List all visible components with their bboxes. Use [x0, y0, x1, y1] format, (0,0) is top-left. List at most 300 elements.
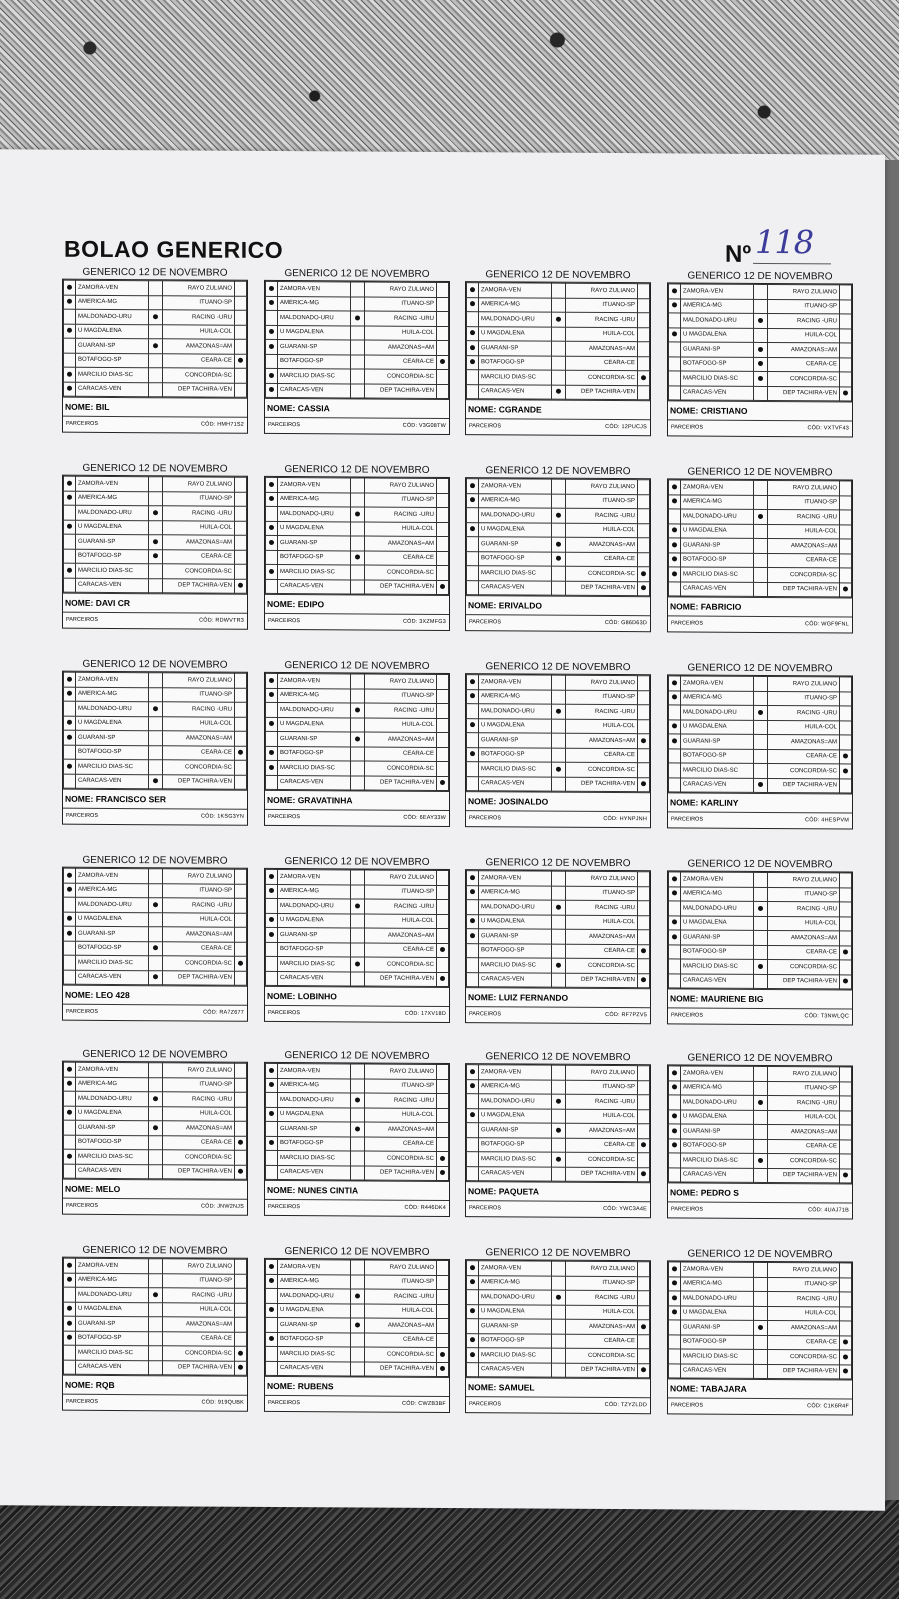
- away-pick-cell[interactable]: [638, 298, 650, 313]
- away-pick-cell[interactable]: [235, 506, 247, 521]
- home-pick-cell[interactable]: [467, 551, 479, 566]
- home-pick-cell[interactable]: [669, 327, 681, 342]
- home-pick-cell[interactable]: [467, 972, 479, 987]
- away-pick-cell[interactable]: [840, 764, 852, 779]
- away-pick-cell[interactable]: [437, 1362, 449, 1377]
- draw-pick-cell[interactable]: [351, 536, 365, 551]
- draw-pick-cell[interactable]: [149, 1150, 163, 1165]
- away-pick-cell[interactable]: [235, 354, 247, 369]
- away-pick-cell[interactable]: [638, 1095, 650, 1110]
- home-pick-cell[interactable]: [467, 566, 479, 581]
- draw-pick-cell[interactable]: [351, 942, 365, 957]
- home-pick-cell[interactable]: [64, 926, 76, 941]
- draw-pick-cell[interactable]: [149, 883, 163, 898]
- home-pick-cell[interactable]: [266, 927, 278, 942]
- draw-pick-cell[interactable]: [754, 480, 768, 495]
- away-pick-cell[interactable]: [235, 927, 247, 942]
- home-pick-cell[interactable]: [64, 549, 76, 564]
- away-pick-cell[interactable]: [235, 956, 247, 971]
- draw-pick-cell[interactable]: [754, 901, 768, 916]
- home-pick-cell[interactable]: [64, 338, 76, 353]
- home-pick-cell[interactable]: [266, 760, 278, 775]
- draw-pick-cell[interactable]: [754, 763, 768, 778]
- draw-pick-cell[interactable]: [149, 295, 163, 310]
- home-pick-cell[interactable]: [266, 702, 278, 717]
- home-pick-cell[interactable]: [669, 1320, 681, 1335]
- draw-pick-cell[interactable]: [552, 1123, 566, 1138]
- away-pick-cell[interactable]: [437, 1304, 449, 1319]
- away-pick-cell[interactable]: [235, 717, 247, 732]
- away-pick-cell[interactable]: [840, 524, 852, 539]
- draw-pick-cell[interactable]: [754, 749, 768, 764]
- away-pick-cell[interactable]: [638, 1080, 650, 1095]
- away-pick-cell[interactable]: [437, 1260, 449, 1275]
- home-pick-cell[interactable]: [467, 718, 479, 733]
- draw-pick-cell[interactable]: [552, 1363, 566, 1378]
- away-pick-cell[interactable]: [437, 1166, 449, 1181]
- draw-pick-cell[interactable]: [149, 716, 163, 731]
- away-pick-cell[interactable]: [437, 493, 449, 508]
- away-pick-cell[interactable]: [840, 778, 852, 793]
- away-pick-cell[interactable]: [638, 1349, 650, 1364]
- home-pick-cell[interactable]: [467, 1094, 479, 1109]
- draw-pick-cell[interactable]: [149, 1288, 163, 1303]
- home-pick-cell[interactable]: [64, 1062, 76, 1077]
- draw-pick-cell[interactable]: [149, 1121, 163, 1136]
- away-pick-cell[interactable]: [840, 735, 852, 750]
- away-pick-cell[interactable]: [638, 371, 650, 386]
- home-pick-cell[interactable]: [467, 885, 479, 900]
- draw-pick-cell[interactable]: [754, 1153, 768, 1168]
- away-pick-cell[interactable]: [840, 1292, 852, 1307]
- draw-pick-cell[interactable]: [754, 1364, 768, 1379]
- away-pick-cell[interactable]: [437, 1079, 449, 1094]
- home-pick-cell[interactable]: [64, 491, 76, 506]
- home-pick-cell[interactable]: [669, 356, 681, 371]
- draw-pick-cell[interactable]: [754, 495, 768, 510]
- home-pick-cell[interactable]: [467, 297, 479, 312]
- draw-pick-cell[interactable]: [149, 687, 163, 702]
- draw-pick-cell[interactable]: [754, 1291, 768, 1306]
- draw-pick-cell[interactable]: [351, 1347, 365, 1362]
- home-pick-cell[interactable]: [669, 480, 681, 495]
- home-pick-cell[interactable]: [266, 550, 278, 565]
- draw-pick-cell[interactable]: [149, 1135, 163, 1150]
- home-pick-cell[interactable]: [669, 959, 681, 974]
- away-pick-cell[interactable]: [638, 1320, 650, 1335]
- draw-pick-cell[interactable]: [149, 506, 163, 521]
- away-pick-cell[interactable]: [437, 674, 449, 689]
- home-pick-cell[interactable]: [64, 868, 76, 883]
- draw-pick-cell[interactable]: [149, 382, 163, 397]
- away-pick-cell[interactable]: [235, 1063, 247, 1078]
- away-pick-cell[interactable]: [638, 538, 650, 553]
- home-pick-cell[interactable]: [64, 955, 76, 970]
- away-pick-cell[interactable]: [840, 372, 852, 387]
- away-pick-cell[interactable]: [235, 1121, 247, 1136]
- away-pick-cell[interactable]: [235, 1259, 247, 1274]
- home-pick-cell[interactable]: [266, 492, 278, 507]
- away-pick-cell[interactable]: [638, 1262, 650, 1277]
- home-pick-cell[interactable]: [669, 1138, 681, 1153]
- draw-pick-cell[interactable]: [552, 1290, 566, 1305]
- home-pick-cell[interactable]: [266, 898, 278, 913]
- home-pick-cell[interactable]: [467, 537, 479, 552]
- draw-pick-cell[interactable]: [149, 927, 163, 942]
- home-pick-cell[interactable]: [266, 354, 278, 369]
- home-pick-cell[interactable]: [64, 1302, 76, 1317]
- away-pick-cell[interactable]: [638, 284, 650, 299]
- home-pick-cell[interactable]: [266, 1317, 278, 1332]
- home-pick-cell[interactable]: [467, 312, 479, 327]
- home-pick-cell[interactable]: [266, 746, 278, 761]
- home-pick-cell[interactable]: [467, 1137, 479, 1152]
- draw-pick-cell[interactable]: [351, 282, 365, 297]
- away-pick-cell[interactable]: [235, 339, 247, 354]
- home-pick-cell[interactable]: [64, 1077, 76, 1092]
- away-pick-cell[interactable]: [437, 689, 449, 704]
- draw-pick-cell[interactable]: [552, 523, 566, 538]
- home-pick-cell[interactable]: [669, 581, 681, 596]
- draw-pick-cell[interactable]: [149, 970, 163, 985]
- home-pick-cell[interactable]: [266, 1259, 278, 1274]
- home-pick-cell[interactable]: [467, 580, 479, 595]
- home-pick-cell[interactable]: [266, 1361, 278, 1376]
- draw-pick-cell[interactable]: [552, 508, 566, 523]
- draw-pick-cell[interactable]: [351, 1303, 365, 1318]
- home-pick-cell[interactable]: [669, 567, 681, 582]
- home-pick-cell[interactable]: [467, 733, 479, 748]
- draw-pick-cell[interactable]: [351, 1332, 365, 1347]
- home-pick-cell[interactable]: [64, 1331, 76, 1346]
- home-pick-cell[interactable]: [64, 505, 76, 520]
- home-pick-cell[interactable]: [266, 1150, 278, 1165]
- home-pick-cell[interactable]: [266, 339, 278, 354]
- home-pick-cell[interactable]: [64, 774, 76, 789]
- draw-pick-cell[interactable]: [149, 339, 163, 354]
- draw-pick-cell[interactable]: [754, 959, 768, 974]
- away-pick-cell[interactable]: [840, 386, 852, 401]
- home-pick-cell[interactable]: [669, 872, 681, 887]
- draw-pick-cell[interactable]: [149, 898, 163, 913]
- draw-pick-cell[interactable]: [552, 356, 566, 371]
- draw-pick-cell[interactable]: [552, 733, 566, 748]
- draw-pick-cell[interactable]: [754, 720, 768, 735]
- away-pick-cell[interactable]: [840, 285, 852, 300]
- home-pick-cell[interactable]: [467, 1304, 479, 1319]
- home-pick-cell[interactable]: [64, 912, 76, 927]
- away-pick-cell[interactable]: [437, 870, 449, 885]
- draw-pick-cell[interactable]: [552, 494, 566, 509]
- away-pick-cell[interactable]: [235, 1107, 247, 1122]
- away-pick-cell[interactable]: [235, 1092, 247, 1107]
- away-pick-cell[interactable]: [437, 718, 449, 733]
- away-pick-cell[interactable]: [235, 564, 247, 579]
- away-pick-cell[interactable]: [437, 551, 449, 566]
- away-pick-cell[interactable]: [638, 327, 650, 342]
- away-pick-cell[interactable]: [437, 1064, 449, 1079]
- away-pick-cell[interactable]: [840, 916, 852, 931]
- draw-pick-cell[interactable]: [754, 1139, 768, 1154]
- draw-pick-cell[interactable]: [552, 341, 566, 356]
- away-pick-cell[interactable]: [638, 944, 650, 959]
- home-pick-cell[interactable]: [64, 672, 76, 687]
- draw-pick-cell[interactable]: [351, 565, 365, 580]
- draw-pick-cell[interactable]: [351, 884, 365, 899]
- home-pick-cell[interactable]: [266, 506, 278, 521]
- away-pick-cell[interactable]: [840, 1125, 852, 1140]
- away-pick-cell[interactable]: [437, 355, 449, 370]
- draw-pick-cell[interactable]: [754, 1110, 768, 1125]
- away-pick-cell[interactable]: [638, 1124, 650, 1139]
- draw-pick-cell[interactable]: [552, 1334, 566, 1349]
- draw-pick-cell[interactable]: [552, 385, 566, 400]
- home-pick-cell[interactable]: [266, 673, 278, 688]
- home-pick-cell[interactable]: [669, 523, 681, 538]
- draw-pick-cell[interactable]: [552, 283, 566, 298]
- home-pick-cell[interactable]: [266, 1165, 278, 1180]
- home-pick-cell[interactable]: [266, 1332, 278, 1347]
- home-pick-cell[interactable]: [266, 535, 278, 550]
- away-pick-cell[interactable]: [235, 521, 247, 536]
- draw-pick-cell[interactable]: [149, 353, 163, 368]
- home-pick-cell[interactable]: [669, 777, 681, 792]
- draw-pick-cell[interactable]: [754, 1320, 768, 1335]
- away-pick-cell[interactable]: [638, 719, 650, 734]
- home-pick-cell[interactable]: [266, 775, 278, 790]
- away-pick-cell[interactable]: [638, 1167, 650, 1182]
- home-pick-cell[interactable]: [669, 1167, 681, 1182]
- home-pick-cell[interactable]: [64, 353, 76, 368]
- away-pick-cell[interactable]: [638, 748, 650, 763]
- draw-pick-cell[interactable]: [552, 900, 566, 915]
- draw-pick-cell[interactable]: [149, 1317, 163, 1332]
- home-pick-cell[interactable]: [669, 1066, 681, 1081]
- away-pick-cell[interactable]: [840, 553, 852, 568]
- away-pick-cell[interactable]: [638, 777, 650, 792]
- home-pick-cell[interactable]: [669, 538, 681, 553]
- draw-pick-cell[interactable]: [552, 690, 566, 705]
- draw-pick-cell[interactable]: [351, 369, 365, 384]
- draw-pick-cell[interactable]: [754, 357, 768, 372]
- away-pick-cell[interactable]: [437, 703, 449, 718]
- home-pick-cell[interactable]: [467, 326, 479, 341]
- draw-pick-cell[interactable]: [754, 313, 768, 328]
- home-pick-cell[interactable]: [669, 1363, 681, 1378]
- draw-pick-cell[interactable]: [149, 1331, 163, 1346]
- home-pick-cell[interactable]: [266, 368, 278, 383]
- draw-pick-cell[interactable]: [754, 1095, 768, 1110]
- draw-pick-cell[interactable]: [552, 552, 566, 567]
- home-pick-cell[interactable]: [64, 476, 76, 491]
- away-pick-cell[interactable]: [840, 568, 852, 583]
- draw-pick-cell[interactable]: [754, 582, 768, 597]
- away-pick-cell[interactable]: [638, 973, 650, 988]
- away-pick-cell[interactable]: [638, 480, 650, 495]
- away-pick-cell[interactable]: [840, 1067, 852, 1082]
- home-pick-cell[interactable]: [266, 1303, 278, 1318]
- away-pick-cell[interactable]: [638, 886, 650, 901]
- home-pick-cell[interactable]: [467, 1079, 479, 1094]
- draw-pick-cell[interactable]: [149, 1063, 163, 1078]
- home-pick-cell[interactable]: [669, 763, 681, 778]
- draw-pick-cell[interactable]: [149, 1302, 163, 1317]
- home-pick-cell[interactable]: [467, 958, 479, 973]
- draw-pick-cell[interactable]: [149, 760, 163, 775]
- away-pick-cell[interactable]: [235, 477, 247, 492]
- draw-pick-cell[interactable]: [351, 354, 365, 369]
- away-pick-cell[interactable]: [840, 1321, 852, 1336]
- home-pick-cell[interactable]: [266, 281, 278, 296]
- away-pick-cell[interactable]: [638, 523, 650, 538]
- draw-pick-cell[interactable]: [754, 284, 768, 299]
- home-pick-cell[interactable]: [266, 688, 278, 703]
- away-pick-cell[interactable]: [638, 901, 650, 916]
- draw-pick-cell[interactable]: [149, 1360, 163, 1375]
- away-pick-cell[interactable]: [638, 763, 650, 778]
- draw-pick-cell[interactable]: [552, 298, 566, 313]
- draw-pick-cell[interactable]: [552, 1080, 566, 1095]
- away-pick-cell[interactable]: [840, 974, 852, 989]
- draw-pick-cell[interactable]: [351, 383, 365, 398]
- home-pick-cell[interactable]: [64, 309, 76, 324]
- home-pick-cell[interactable]: [467, 1152, 479, 1167]
- home-pick-cell[interactable]: [467, 1166, 479, 1181]
- home-pick-cell[interactable]: [669, 1305, 681, 1320]
- away-pick-cell[interactable]: [437, 369, 449, 384]
- draw-pick-cell[interactable]: [754, 524, 768, 539]
- draw-pick-cell[interactable]: [552, 1305, 566, 1320]
- draw-pick-cell[interactable]: [351, 492, 365, 507]
- home-pick-cell[interactable]: [266, 325, 278, 340]
- draw-pick-cell[interactable]: [754, 945, 768, 960]
- home-pick-cell[interactable]: [669, 509, 681, 524]
- draw-pick-cell[interactable]: [754, 1262, 768, 1277]
- draw-pick-cell[interactable]: [351, 761, 365, 776]
- draw-pick-cell[interactable]: [754, 872, 768, 887]
- away-pick-cell[interactable]: [840, 1364, 852, 1379]
- home-pick-cell[interactable]: [64, 1164, 76, 1179]
- away-pick-cell[interactable]: [840, 1139, 852, 1154]
- home-pick-cell[interactable]: [467, 929, 479, 944]
- home-pick-cell[interactable]: [669, 298, 681, 313]
- home-pick-cell[interactable]: [467, 479, 479, 494]
- draw-pick-cell[interactable]: [149, 549, 163, 564]
- home-pick-cell[interactable]: [669, 494, 681, 509]
- draw-pick-cell[interactable]: [552, 973, 566, 988]
- home-pick-cell[interactable]: [266, 1346, 278, 1361]
- home-pick-cell[interactable]: [64, 578, 76, 593]
- home-pick-cell[interactable]: [669, 1109, 681, 1124]
- home-pick-cell[interactable]: [467, 776, 479, 791]
- draw-pick-cell[interactable]: [754, 974, 768, 989]
- draw-pick-cell[interactable]: [351, 899, 365, 914]
- home-pick-cell[interactable]: [64, 1106, 76, 1121]
- draw-pick-cell[interactable]: [754, 371, 768, 386]
- draw-pick-cell[interactable]: [149, 1077, 163, 1092]
- home-pick-cell[interactable]: [669, 1276, 681, 1291]
- away-pick-cell[interactable]: [840, 691, 852, 706]
- away-pick-cell[interactable]: [235, 1361, 247, 1376]
- away-pick-cell[interactable]: [235, 368, 247, 383]
- draw-pick-cell[interactable]: [754, 553, 768, 568]
- home-pick-cell[interactable]: [64, 941, 76, 956]
- draw-pick-cell[interactable]: [552, 915, 566, 930]
- away-pick-cell[interactable]: [235, 688, 247, 703]
- away-pick-cell[interactable]: [840, 902, 852, 917]
- draw-pick-cell[interactable]: [149, 774, 163, 789]
- away-pick-cell[interactable]: [840, 1110, 852, 1125]
- home-pick-cell[interactable]: [64, 1091, 76, 1106]
- away-pick-cell[interactable]: [437, 1122, 449, 1137]
- away-pick-cell[interactable]: [235, 310, 247, 325]
- home-pick-cell[interactable]: [266, 1078, 278, 1093]
- home-pick-cell[interactable]: [467, 1261, 479, 1276]
- home-pick-cell[interactable]: [266, 956, 278, 971]
- away-pick-cell[interactable]: [638, 1138, 650, 1153]
- away-pick-cell[interactable]: [840, 873, 852, 888]
- draw-pick-cell[interactable]: [351, 1151, 365, 1166]
- draw-pick-cell[interactable]: [552, 1152, 566, 1167]
- away-pick-cell[interactable]: [437, 1347, 449, 1362]
- away-pick-cell[interactable]: [437, 899, 449, 914]
- home-pick-cell[interactable]: [669, 930, 681, 945]
- away-pick-cell[interactable]: [437, 1108, 449, 1123]
- away-pick-cell[interactable]: [840, 343, 852, 358]
- home-pick-cell[interactable]: [266, 477, 278, 492]
- draw-pick-cell[interactable]: [754, 1066, 768, 1081]
- away-pick-cell[interactable]: [638, 509, 650, 524]
- away-pick-cell[interactable]: [638, 1334, 650, 1349]
- away-pick-cell[interactable]: [437, 507, 449, 522]
- away-pick-cell[interactable]: [638, 1109, 650, 1124]
- away-pick-cell[interactable]: [840, 539, 852, 554]
- home-pick-cell[interactable]: [467, 1275, 479, 1290]
- home-pick-cell[interactable]: [467, 508, 479, 523]
- draw-pick-cell[interactable]: [552, 370, 566, 385]
- away-pick-cell[interactable]: [638, 1276, 650, 1291]
- home-pick-cell[interactable]: [266, 913, 278, 928]
- home-pick-cell[interactable]: [669, 313, 681, 328]
- draw-pick-cell[interactable]: [754, 1124, 768, 1139]
- away-pick-cell[interactable]: [437, 1289, 449, 1304]
- away-pick-cell[interactable]: [235, 1346, 247, 1361]
- home-pick-cell[interactable]: [64, 897, 76, 912]
- away-pick-cell[interactable]: [235, 673, 247, 688]
- home-pick-cell[interactable]: [669, 705, 681, 720]
- away-pick-cell[interactable]: [638, 356, 650, 371]
- draw-pick-cell[interactable]: [552, 312, 566, 327]
- away-pick-cell[interactable]: [840, 481, 852, 496]
- home-pick-cell[interactable]: [669, 1095, 681, 1110]
- draw-pick-cell[interactable]: [351, 703, 365, 718]
- home-pick-cell[interactable]: [669, 690, 681, 705]
- home-pick-cell[interactable]: [64, 970, 76, 985]
- home-pick-cell[interactable]: [266, 521, 278, 536]
- away-pick-cell[interactable]: [437, 1275, 449, 1290]
- away-pick-cell[interactable]: [235, 535, 247, 550]
- draw-pick-cell[interactable]: [351, 870, 365, 885]
- home-pick-cell[interactable]: [266, 296, 278, 311]
- home-pick-cell[interactable]: [467, 747, 479, 762]
- home-pick-cell[interactable]: [266, 869, 278, 884]
- away-pick-cell[interactable]: [638, 567, 650, 582]
- draw-pick-cell[interactable]: [351, 717, 365, 732]
- home-pick-cell[interactable]: [467, 1123, 479, 1138]
- draw-pick-cell[interactable]: [552, 1261, 566, 1276]
- home-pick-cell[interactable]: [669, 748, 681, 763]
- away-pick-cell[interactable]: [840, 1263, 852, 1278]
